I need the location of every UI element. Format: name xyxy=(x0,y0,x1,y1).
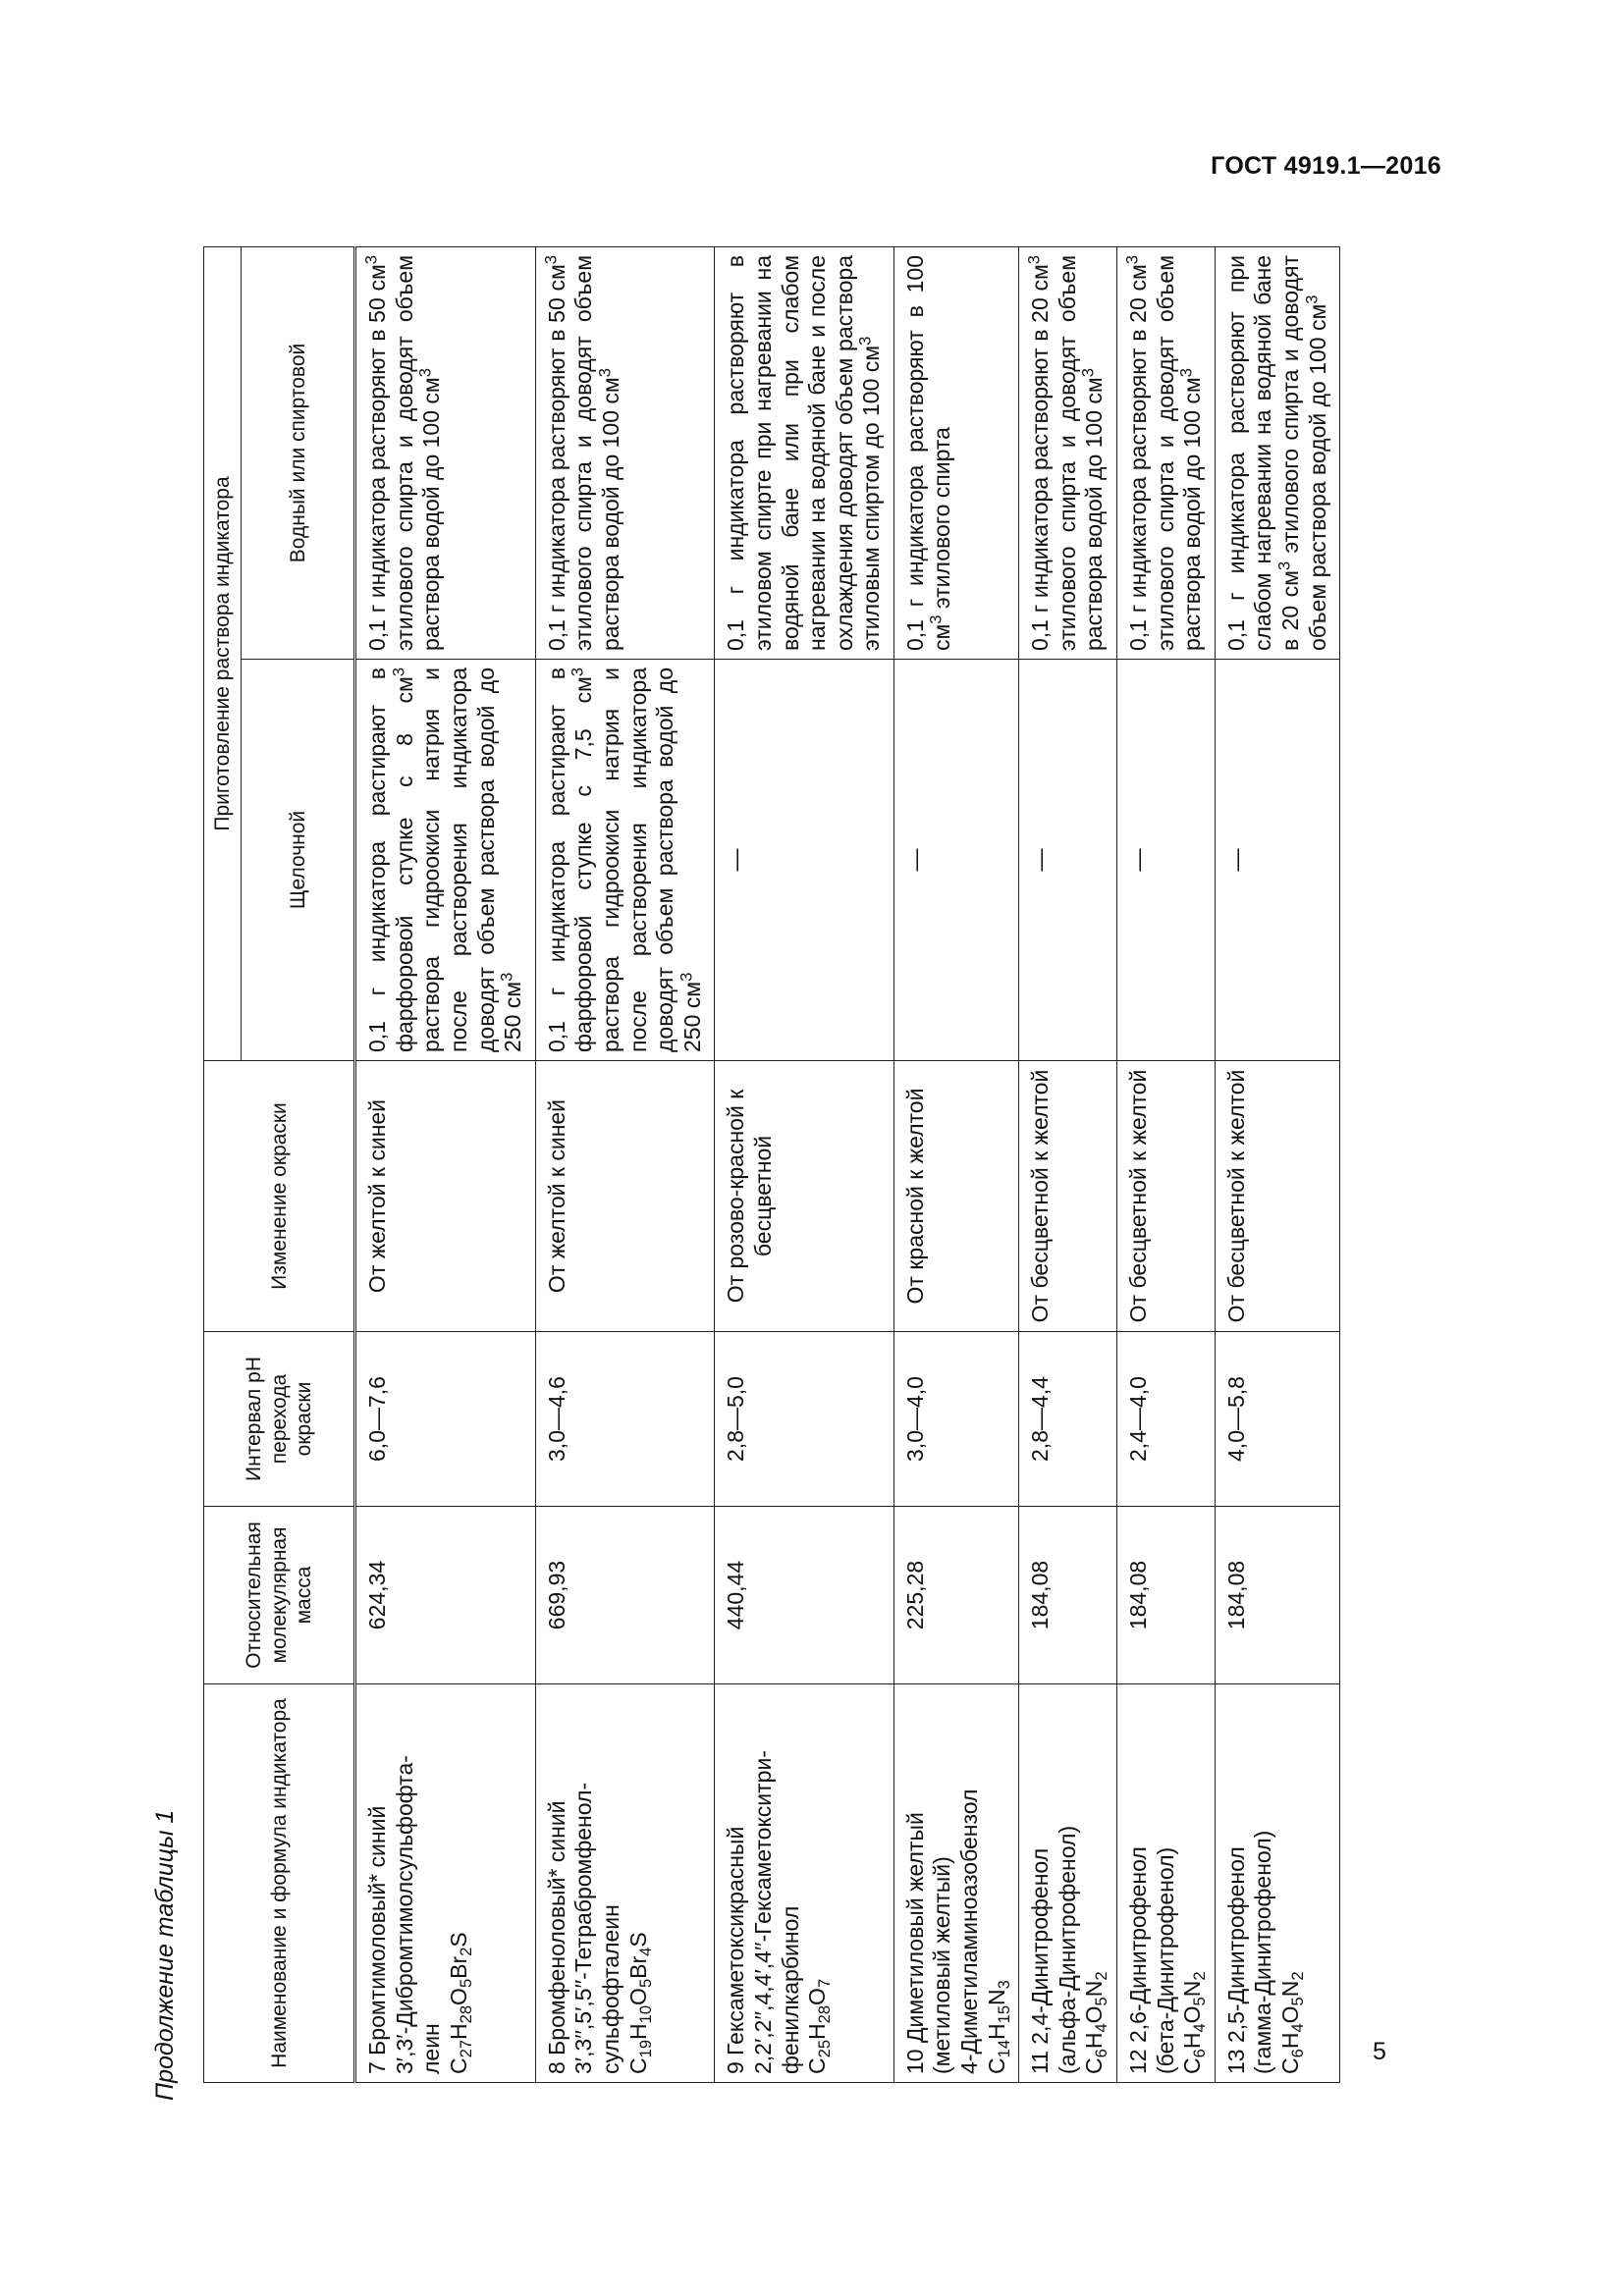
cell-mass: 184,08 xyxy=(1215,1507,1339,1684)
page-number: 5 xyxy=(1373,2038,1386,2065)
table-row xyxy=(1117,246,1216,2082)
table-caption: Продолжение таблицы 1 xyxy=(151,1809,179,2101)
cell-aqueous: 0,1 г индикатора растворяют в 20 $см^3$ этилового спирта и доводят объем раствора водой до 100 $см^3$ xyxy=(1019,246,1117,659)
cell-ph: 2,4—4,0 xyxy=(1117,1332,1216,1507)
table-row xyxy=(355,246,536,2082)
cell-mass: 184,08 xyxy=(1117,1507,1216,1684)
cell-name: 13 2,5-Динитрофенол (гамма-Динитрофенол) $C_6H_4O_5N_2$ xyxy=(1215,1684,1339,2083)
cell-ph: 2,8—4,4 xyxy=(1019,1332,1117,1507)
cell-alkaline: — xyxy=(1019,660,1117,1061)
cell-mass: 669,93 xyxy=(535,1507,715,1684)
cell-color: От розово-красной к бесцветной xyxy=(715,1061,894,1332)
cell-alkaline: — xyxy=(893,660,1018,1061)
cell-alkaline: — xyxy=(715,660,894,1061)
col-header-name: Наименование и формула индикатора xyxy=(204,1684,355,2083)
standard-header: ГОСТ 4919.1—2016 xyxy=(1211,152,1441,180)
cell-color: От красной к желтой xyxy=(893,1061,1018,1332)
table-row xyxy=(893,246,1018,2082)
cell-mass: 624,34 xyxy=(355,1507,536,1684)
cell-aqueous: 0,1 г индикатора растворяют при слабом нагревании на водяной бане в 20 $см^3$ этилового спирта и доводят объем раствора водой до 100 $см^3$ xyxy=(1215,246,1339,659)
cell-color: От желтой к синей xyxy=(535,1061,715,1332)
cell-name: 9 Гексаметоксикрасный 2,2′,2′′,4,4′,4′′-Гексаметокситри- фенилкарбинол $C_{25}H_{28}O_7$ xyxy=(715,1684,894,2083)
cell-ph: 4,0—5,8 xyxy=(1215,1332,1339,1507)
cell-aqueous: 0,1 г индикатора растворяют в 50 $см^3$ этилового спирта и доводят объем раствора водой до 100 $см^3$ xyxy=(535,246,715,659)
cell-alkaline: 0,1 г индикатора растирают в фарфоровой ступке с 7,5 $см^3$ раствора гидроокиси натрия и после растворения индикатора доводят объем раствора водой до 250 $см^3$ xyxy=(535,660,715,1061)
table-row xyxy=(1215,246,1339,2082)
table-row xyxy=(715,246,894,2082)
col-header-prep: Приготовление раствора индикатора xyxy=(204,246,242,1060)
cell-aqueous: 0,1 г индикатора растворяют в этиловом спирте при нагревании на водяной бане или при слабом нагревании на водяной бане и после охлаждения доводят объем раствора этиловым спиртом до 100 $см^3$ xyxy=(715,246,894,659)
cell-color: От бесцветной к желтой xyxy=(1019,1061,1117,1332)
cell-alkaline: 0,1 г индикатора растирают в фарфоровой ступке с 8 $см^3$ раствора гидроокиси натрия и после растворения индикатора доводят объем раствора водой до 250 $см^3$ xyxy=(355,660,536,1061)
cell-mass: 225,28 xyxy=(893,1507,1018,1684)
cell-ph: 3,0—4,6 xyxy=(535,1332,715,1507)
cell-alkaline: — xyxy=(1117,660,1216,1061)
indicator-table xyxy=(203,246,1340,2083)
cell-ph: 6,0—7,6 xyxy=(355,1332,536,1507)
col-header-mass: Относительная молекулярная масса xyxy=(204,1507,355,1684)
cell-name: 7 Бромтимоловый* синий 3′,3′-Дибромтимолсульфофта- леин $C_{27}H_{28}O_5Br_2S$ xyxy=(355,1684,536,2083)
cell-name: 12 2,6-Динитрофенол (бета-Динитрофенол) $C_6H_4O_5N_2$ xyxy=(1117,1684,1216,2083)
col-header-color: Изменение окраски xyxy=(204,1061,355,1332)
cell-color: От желтой к синей xyxy=(355,1061,536,1332)
cell-alkaline: — xyxy=(1215,660,1339,1061)
cell-aqueous: 0,1 г индикатора растворяют в 50 $см^3$ этилового спирта и доводят объем раствора водой до 100 $см^3$ xyxy=(355,246,536,659)
cell-name: 11 2,4-Динитрофенол (альфа-Динитрофенол) $C_6H_4O_5N_2$ xyxy=(1019,1684,1117,2083)
cell-ph: 2,8—5,0 xyxy=(715,1332,894,1507)
table-row xyxy=(1019,246,1117,2082)
col-header-alkaline: Щелочной xyxy=(242,660,355,1061)
cell-name: 8 Бромфеноловый* синий 3′,3′′,5′,5′′-Тетрабромфенол- сульфофталеин $C_{19}H_{10}O_5Br_4S$ xyxy=(535,1684,715,2083)
col-header-aqueous: Водный или спиртовой xyxy=(242,246,355,659)
cell-ph: 3,0—4,0 xyxy=(893,1332,1018,1507)
cell-mass: 184,08 xyxy=(1019,1507,1117,1684)
cell-aqueous: 0,1 г индикатора растворяют в 20 $см^3$ этилового спирта и доводят объем раствора водой до 100 $см^3$ xyxy=(1117,246,1216,659)
cell-aqueous: 0,1 г индикатора растворяют в 100 $см^3$ этилового спирта xyxy=(893,246,1018,659)
cell-name: 10 Диметиловый желтый (метиловый желтый) 4-Диметиламиноазобензол $C_{14}H_{15}N_3$ xyxy=(893,1684,1018,2083)
rotated-table-page xyxy=(151,226,1443,2101)
cell-color: От бесцветной к желтой xyxy=(1215,1061,1339,1332)
cell-color: От бесцветной к желтой xyxy=(1117,1061,1216,1332)
col-header-ph: Интервал pH перехода окраски xyxy=(204,1332,355,1507)
table-row xyxy=(535,246,715,2082)
cell-mass: 440,44 xyxy=(715,1507,894,1684)
